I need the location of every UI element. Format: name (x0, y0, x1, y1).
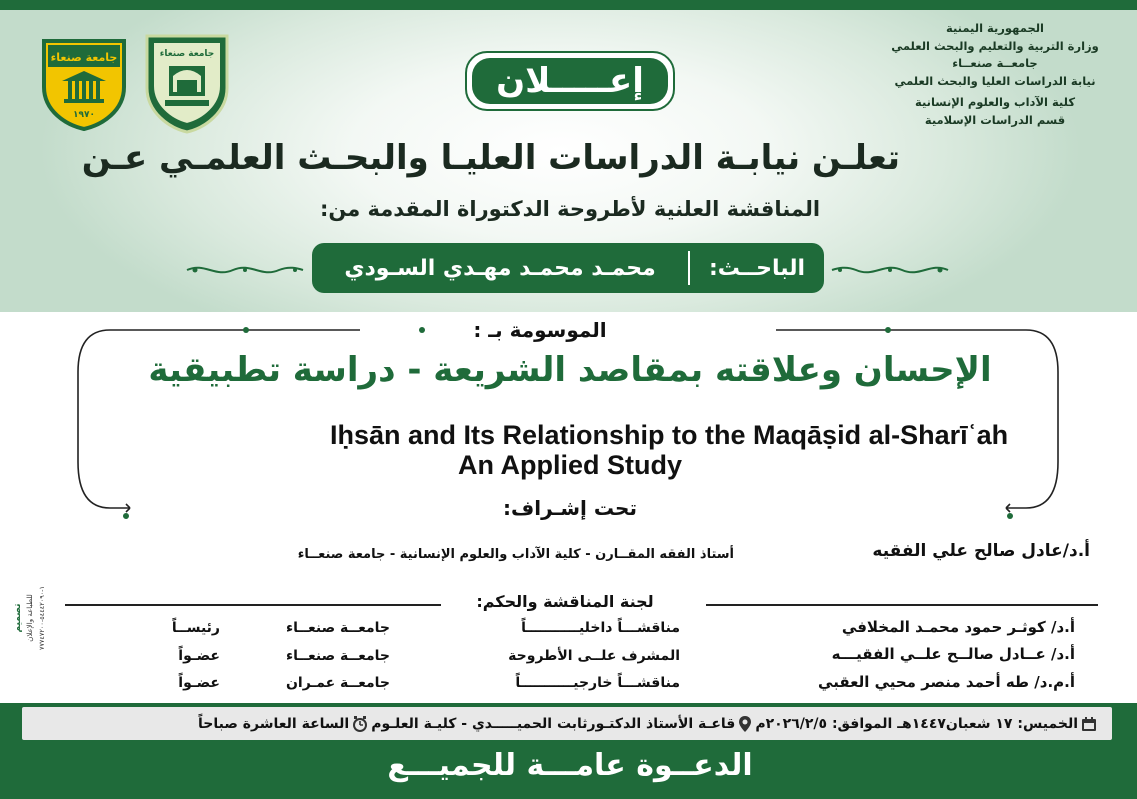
committee-label: لجنة المناقشة والحكم: (476, 592, 654, 611)
supervisor-position: أستاذ الفقه المقــارن - كلية الآداب والعلوم الإنسانية - جامعة صنعــاء (297, 547, 734, 562)
deanship-name: نيابة الدراسات العليا والبحث العلمي (894, 73, 1096, 88)
thesis-title-english: Iḥsān and Its Relationship to the Maqāṣid al-Sharīʿah (330, 420, 1009, 450)
committee-member-university: جامعــة صنعــاء (286, 620, 390, 636)
committee-member-name: أ.د/ كوثـر حمود محمـد المخلافي (841, 618, 1075, 636)
college-logo (143, 30, 231, 134)
design-credit-name: تصميم (13, 603, 23, 633)
supervision-label: تحت إشـراف: (503, 496, 637, 520)
titled-label: الموسومة بـ : (473, 318, 607, 342)
announcement-subheadline: المناقشة العلنية لأطروحة الدكتوراة المقدمة من: (319, 197, 821, 221)
event-date: الخميس: ١٧ شعبان١٤٤٧هـ الموافق: ٢٠٢٦/٢/٥م (755, 715, 1078, 732)
title-frame (70, 312, 1066, 522)
design-credit-phone: ١-٥٤٤٤٢٠٩٠-٧٧٧٤٧٢٠٠ (38, 585, 46, 651)
college-logo-text: جامعة صنعاء (159, 49, 215, 59)
event-details-row (62, 707, 1100, 740)
ornament-right-icon (830, 262, 950, 278)
design-credit (10, 548, 54, 688)
department-name: قسم الدراسات الإسلامية (924, 112, 1066, 127)
university-name: جامعــة صنعــاء (952, 56, 1038, 70)
event-venue: قاعـة الأستاذ الدكتـورثابت الحميـــــدي - كليـة العلـوم (371, 715, 736, 732)
committee-member-role: المشرف علــى الأطروحة (508, 648, 680, 664)
announcement-badge (465, 51, 675, 111)
calendar-icon (1081, 716, 1097, 732)
announcement-headline: تعلـن نيابـة الدراسات العليـا والبحـث العلمـي عـن (81, 138, 900, 178)
committee-member-role: مناقشـــاً خارجيـــــــــــاً (515, 675, 680, 691)
university-logo (40, 35, 128, 131)
divider-right (706, 604, 1098, 606)
university-logo-text: جامعة صنعاء (50, 51, 118, 64)
clock-icon (352, 715, 368, 733)
researcher-label: الباحــث: (688, 251, 824, 285)
ornament-left-icon (185, 262, 305, 278)
committee-member-position: عضـواً (178, 675, 220, 691)
committee-member-role: مناقشـــاً داخليـــــــــــاً (521, 620, 680, 636)
location-pin-icon (738, 715, 752, 733)
top-strip (0, 0, 1137, 10)
committee-member-position: عضـواً (178, 648, 220, 664)
invitation-text: الدعــوة عامـــة للجميـــع (387, 748, 753, 783)
institution-header (875, 20, 1115, 129)
supervisor-name: أ.د/عادل صالح علي الفقيه (872, 541, 1090, 561)
committee-member-name: أ.د/ عــادل صالــح علــي الفقيـــه (831, 645, 1075, 663)
committee-member-university: جامعــة عمـران (285, 675, 390, 691)
event-time: الساعة العاشرة صباحاً (198, 715, 350, 732)
thesis-title-arabic: الإحسان وعلاقته بمقاصد الشريعة - دراسة تطبيقية (148, 350, 992, 390)
committee-member-position: رئيســاً (171, 620, 220, 636)
university-logo-year: ١٩٧٠ (73, 110, 95, 120)
committee-member-name: أ.م.د/ طه أحمد منصر محيي العقبي (818, 673, 1075, 691)
divider-left (65, 604, 441, 606)
researcher-name: محمـد محمـد مهـدي السـودي (344, 255, 656, 281)
college-name: كلية الآداب والعلوم الإنسانية (914, 95, 1076, 109)
ministry-name: وزارة التربية والتعليم والبحث العلمي (891, 38, 1099, 53)
announcement-badge-label: إعـــــلان (472, 58, 668, 104)
researcher-box (312, 243, 824, 293)
committee-member-university: جامعــة صنعــاء (286, 648, 390, 664)
country-name: الجمهورية اليمنية (945, 21, 1044, 35)
thesis-subtitle-english: An Applied Study (458, 450, 682, 480)
design-credit-tagline: للطباعة والإعلان (26, 594, 34, 642)
